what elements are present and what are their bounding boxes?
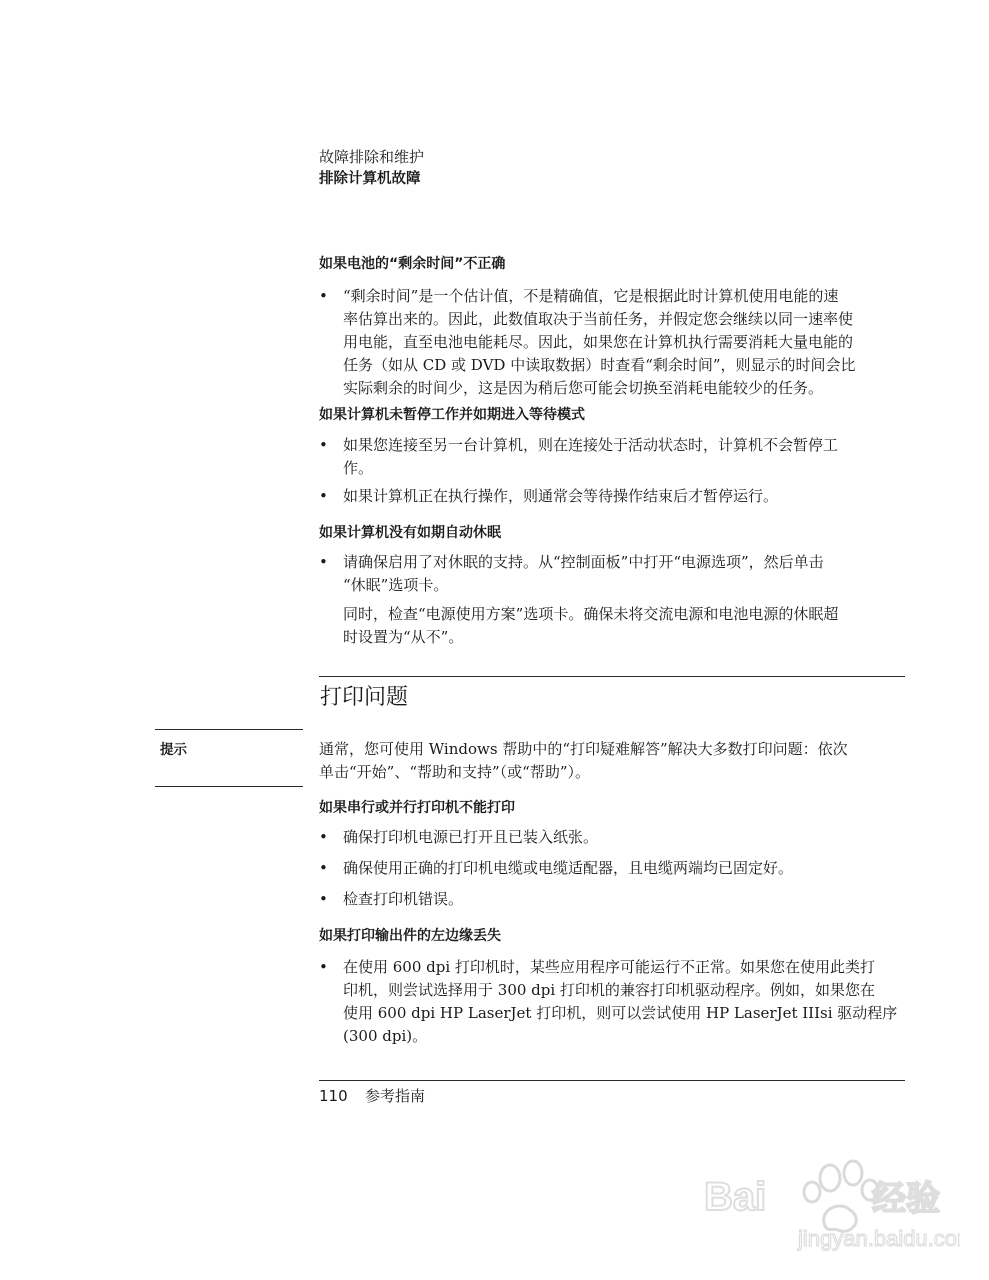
list-item	[319, 888, 904, 911]
chapter-title: 故障排除和维护	[319, 148, 425, 166]
list-item-text: 请确保启用了对休眠的支持。从“控制面板”中打开“电源选项”，然后单击 “休眠”选项卡。	[343, 553, 824, 594]
note-rule-bottom	[155, 786, 303, 787]
footer-rule	[319, 1080, 905, 1081]
topic-heading: 如果计算机没有如期自动休眠	[319, 525, 501, 541]
list-item-text: 如果您连接至另一台计算机，则在连接处于活动状态时，计算机不会暂停工 作。	[343, 436, 839, 477]
bullet-glyph: •	[319, 436, 328, 454]
bullet-glyph: •	[319, 287, 328, 305]
note-text: 通常，您可使用 Windows 帮助中的“打印疑难解答”解决大多数打印问题：依次 单击“开始”、“帮助和支持”（或“帮助”）。	[319, 740, 848, 781]
svg-text:Bai: Bai	[704, 1175, 767, 1219]
bullet-glyph: •	[319, 859, 328, 877]
topic-heading: 如果电池的“剩余时间”不正确	[319, 256, 506, 272]
list-item-text: 确保使用正确的打印机电缆或电缆适配器，且电缆两端均已固定好。	[343, 859, 794, 877]
topic-heading: 如果计算机未暂停工作并如期进入等待模式	[319, 407, 585, 423]
note-label: 提示	[160, 742, 187, 758]
list-item	[319, 826, 904, 849]
list-item	[319, 956, 904, 1048]
svg-text:jingyan.baidu.com: jingyan.baidu.com	[798, 1226, 960, 1251]
topic-heading: 如果串行或并行打印机不能打印	[319, 800, 515, 816]
bullet-glyph: •	[319, 958, 328, 976]
bullet-glyph: •	[319, 890, 328, 908]
book-title: 参考指南	[365, 1087, 426, 1105]
print-section-title: 打印问题	[320, 685, 409, 710]
bullet-glyph: •	[319, 487, 328, 505]
baidu-jingyan-watermark	[700, 1148, 960, 1258]
list-item-text: 在使用 600 dpi 打印机时，某些应用程序可能运行不正常。如果您在使用此类打 印机，则尝试选择用于 300 dpi 打印机的兼容打印机驱动程序。例如，如果您在 使用 600 dpi HP LaserJet 打印机，则可以尝试使用 HP LaserJet IIIsi 驱动程序 (300 dpi)。	[343, 958, 898, 1045]
list-item-text: 确保打印机电源已打开且已装入纸张。	[343, 828, 599, 846]
page-number: 110	[319, 1087, 348, 1105]
section-rule	[319, 676, 905, 677]
topic-paragraph: 同时，检查“电源使用方案”选项卡。确保未将交流电源和电池电源的休眠超 时设置为“从不”。	[343, 605, 839, 646]
list-item-text: “剩余时间”是一个估计值，不是精确值，它是根据此时计算机使用电能的速 率估算出来的。因此，此数值取决于当前任务，并假定您会继续以同一速率使 用电能，直至电池电能耗尽。因此，如果您在计算机执行需要消耗大量电能的 任务（如从 CD 或 DVD 中读取数据）时查看“剩余时间”，则显示的时间会比 实际剩余的时间少，这是因为稍后您可能会切换至消耗电能较少的任务。	[343, 287, 856, 397]
list-item-text: 如果计算机正在执行操作，则通常会等待操作结束后才暂停运行。	[343, 487, 779, 505]
list-item	[319, 434, 904, 480]
note-rule-top	[155, 729, 303, 730]
topic-heading: 如果打印输出件的左边缘丢失	[319, 928, 501, 944]
list-item-text: 检查打印机错误。	[343, 890, 464, 908]
list-item	[319, 485, 904, 508]
list-item	[319, 551, 904, 597]
paw-logo-icon	[700, 1148, 960, 1258]
section-title: 排除计算机故障	[319, 171, 421, 187]
bullet-glyph: •	[319, 553, 328, 571]
list-item	[319, 857, 904, 880]
svg-text:经验: 经验	[872, 1180, 940, 1218]
list-item	[319, 285, 904, 400]
bullet-glyph: •	[319, 828, 328, 846]
